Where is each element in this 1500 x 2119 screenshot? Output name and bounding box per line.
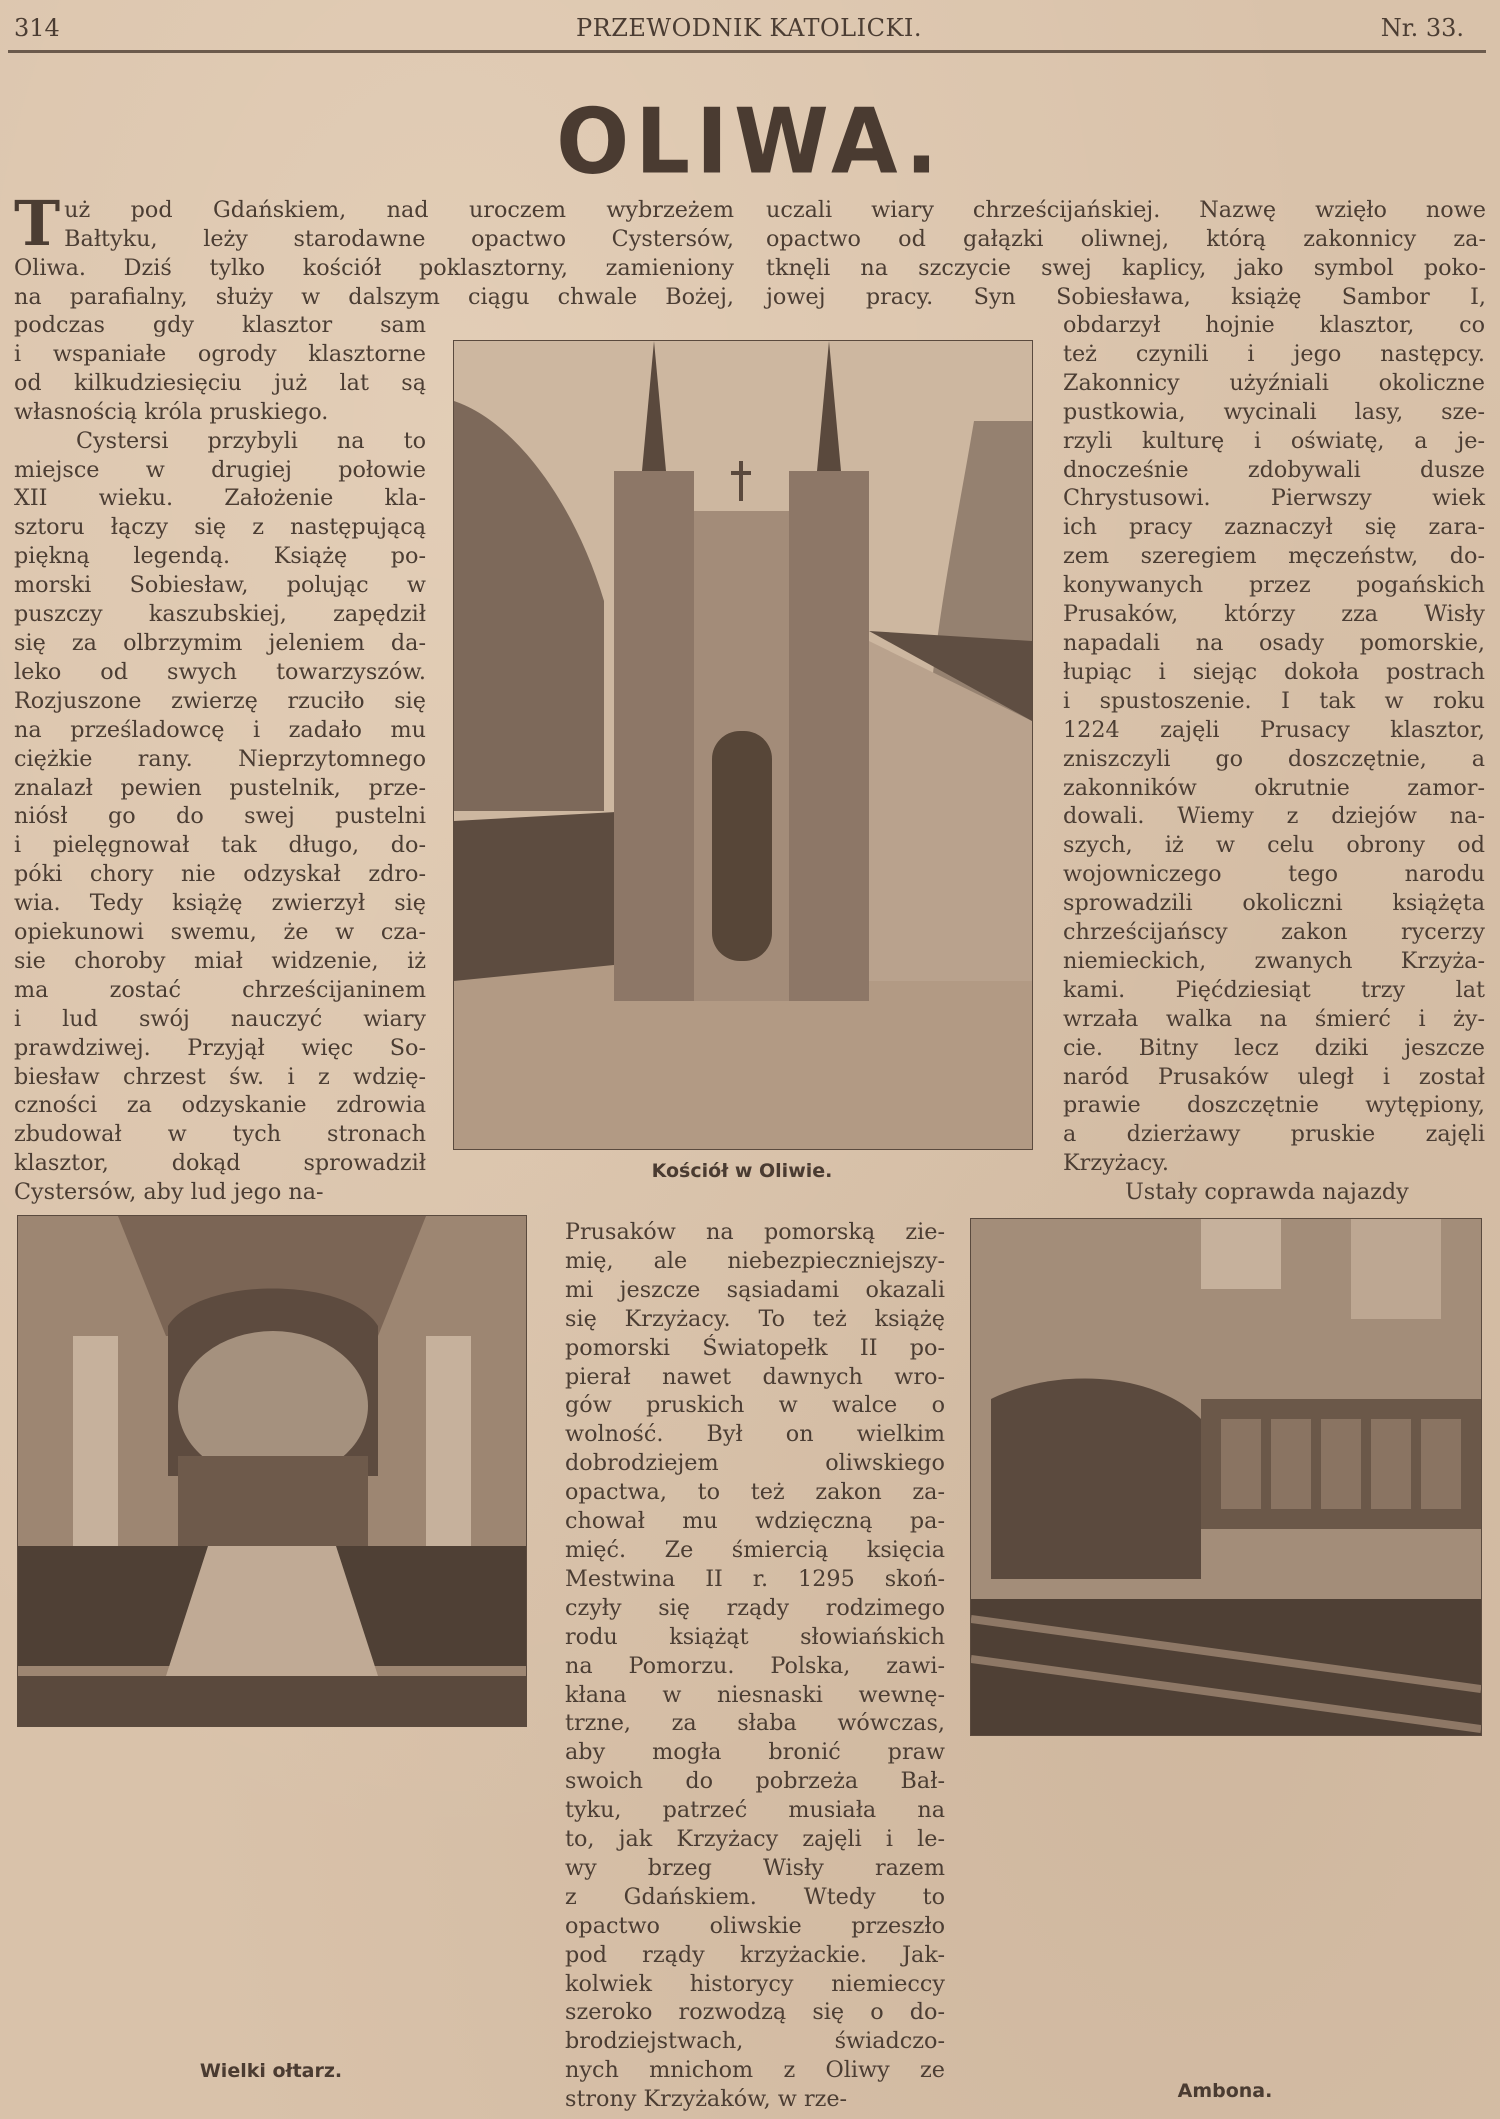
pulpit-illustration — [971, 1219, 1481, 1735]
issue-number: Nr. 33. — [1380, 14, 1464, 42]
text-line: pomorski Światopełk II po- — [565, 1334, 945, 1361]
text-line: szeroko rozwodzą się o do- — [565, 1999, 945, 2026]
text-line: obdarzył hojnie klasztor, co — [1063, 312, 1485, 338]
text-line: cie. Bitny lecz dziki jeszcze — [1063, 1034, 1485, 1061]
article-title: OLIWA. — [556, 89, 944, 195]
text-line: Cystersów, aby lud jego na- — [14, 1179, 324, 1206]
text-line: Mestwina II r. 1295 skoń- — [565, 1565, 945, 1592]
text-line: piękną legendą. Książę po- — [14, 543, 426, 570]
text-line: własnością króla pruskiego. — [14, 398, 329, 425]
text-line: z Gdańskiem. Wtedy to — [565, 1883, 945, 1910]
text-line: uczali wiary chrześcijańskiej. Nazwę wzięło nowe — [766, 197, 1486, 223]
text-line: zniszczyli go doszczętnie, a — [1063, 745, 1485, 772]
text-line: miejsce w drugiej połowie — [14, 456, 426, 483]
altar-caption: Wielki ołtarz. — [199, 2060, 343, 2082]
text-line: mię, ale niebezpieczniejszy- — [565, 1247, 945, 1274]
text-line: napadali na osady pomorskie, — [1063, 629, 1485, 656]
text-line: rzyli kulturę i oświatę, a je- — [1063, 427, 1485, 454]
intro-left — [14, 187, 734, 312]
text-line: biesław chrzest św. i z wdzię- — [14, 1063, 426, 1090]
text-line: gów pruskich w walce o — [565, 1392, 945, 1419]
text-line: opiekunowi swemu, że w cza- — [14, 919, 426, 946]
text-line: też czynili i jego następcy. — [1063, 340, 1485, 367]
text-line: a dzierżawy pruskie zajęli — [1063, 1121, 1485, 1148]
text-line: rodu książąt słowiańskich — [565, 1623, 945, 1650]
drop-cap: T — [14, 187, 61, 260]
text-line: wy brzeg Wisły razem — [565, 1854, 945, 1881]
text-line: niemieckich, zwanych Krzyża- — [1063, 947, 1485, 974]
church-caption: Kościół w Oliwie. — [651, 1160, 833, 1182]
text-line: nych mnichom z Oliwy ze — [565, 2057, 945, 2084]
text-line: tyku, patrzeć musiała na — [565, 1797, 945, 1824]
text-line: swoich do pobrzeża Bał- — [565, 1768, 945, 1795]
text-line: mięć. Ze śmiercią księcia — [565, 1536, 945, 1563]
text-line: chował mu wdzięczną pa- — [565, 1508, 945, 1535]
text-line: się za olbrzymim jeleniem da- — [14, 629, 426, 656]
pulpit-interior-photo — [970, 1218, 1482, 1736]
text-line: pod rządy krzyżackie. Jak- — [565, 1941, 945, 1968]
text-line: na Pomorzu. Polska, zawi- — [565, 1652, 945, 1679]
text-line: Oliwa. Dziś tylko kościół poklasztorny, zamieniony — [14, 254, 734, 281]
text-line: konywanych przez pogańskich — [1063, 572, 1485, 599]
text-line: leko od swych towarzyszów. — [14, 658, 426, 685]
text-line: prawie doszczętnie wytępiony, — [1063, 1092, 1485, 1119]
high-altar-interior-photo — [17, 1215, 527, 1727]
text-line: aby mogła bronić praw — [565, 1739, 945, 1766]
text-line: sztoru łączy się z następującą — [14, 514, 426, 541]
text-line: póki chory nie odzyskał zdro- — [14, 861, 426, 888]
text-line: uż pod Gdańskiem, nad uroczem wybrzeżem — [64, 197, 734, 223]
text-line: Prusaków, którzy zza Wisły — [1063, 601, 1485, 628]
intro-right — [766, 196, 1486, 312]
text-line: i pielęgnował tak długo, do- — [14, 832, 426, 859]
text-line: opactwo od gałązki oliwnej, którą zakonnicy za- — [766, 225, 1486, 252]
text-line: wrzała walka na śmierć i ży- — [1063, 1005, 1485, 1032]
text-line: klasztor, dokąd sprowadził — [14, 1150, 426, 1177]
altar-illustration — [18, 1216, 526, 1726]
pulpit-caption: Ambona. — [1177, 2080, 1273, 2102]
center-column — [565, 1218, 945, 2114]
text-line: chrześcijańscy zakon rycerzy — [1063, 919, 1485, 946]
text-line: pustkowia, wycinali lasy, sze- — [1063, 398, 1485, 425]
text-line: wojowniczego tego narodu — [1063, 861, 1485, 888]
text-line: się Krzyżacy. To też książę — [565, 1305, 945, 1332]
text-line: niósł go do swej pustelni — [14, 803, 426, 830]
header-rule — [8, 50, 1486, 53]
text-line: prawdziwej. Przyjął więc So- — [14, 1034, 426, 1061]
text-line: Bałtyku, leży starodawne opactwo Cystersów, — [64, 225, 734, 252]
text-line: trzne, za słaba wówczas, — [565, 1710, 945, 1737]
church-facade-photo — [453, 340, 1033, 1150]
text-line: Krzyżacy. — [1063, 1150, 1169, 1177]
left-column — [14, 311, 426, 1207]
text-line: opactwo oliwskie przeszło — [565, 1912, 945, 1939]
text-line: mi jeszcze sąsiadami okazali — [565, 1276, 945, 1303]
text-line: jowej pracy. Syn Sobiesława, książę Sambor I, — [766, 283, 1486, 310]
text-line: i spustoszenie. I tak w roku — [1063, 687, 1485, 714]
text-line: Ustały coprawda najazdy — [1125, 1179, 1409, 1206]
text-line: 1224 zajęli Prusacy klasztor, — [1063, 716, 1485, 743]
text-line: ich pracy zaznaczył się zara- — [1063, 514, 1485, 541]
text-line: kami. Pięćdziesiąt trzy lat — [1063, 976, 1485, 1003]
text-line: pierał nawet dawnych wro- — [565, 1363, 945, 1390]
text-line: czyły się rządy rodzimego — [565, 1594, 945, 1621]
text-line: Rozjuszone zwierzę rzuciło się — [14, 687, 426, 714]
text-line: brodziejstwach, świadczo- — [565, 2028, 945, 2055]
text-line: kłana w niesnaski wewnę- — [565, 1681, 945, 1708]
text-line: XII wieku. Założenie kla- — [14, 485, 426, 512]
text-line: dnocześnie zdobywali dusze — [1063, 456, 1485, 483]
text-line: zakonników okrutnie zamor- — [1063, 774, 1485, 801]
text-line: sprowadzili okoliczni książęta — [1063, 890, 1485, 917]
text-line: tknęli na szczycie swej kaplicy, jako symbol poko- — [766, 254, 1486, 281]
text-line: zbudował w tych stronach — [14, 1121, 426, 1148]
text-line: Cystersi przybyli na to — [76, 427, 426, 454]
text-line: morski Sobiesław, polując w — [14, 572, 426, 599]
text-line: to, jak Krzyżacy zajęli i le- — [565, 1826, 945, 1853]
text-line: Chrystusowi. Pierwszy wiek — [1063, 485, 1485, 512]
text-line: łupiąc i siejąc dokoła postrach — [1063, 658, 1485, 685]
right-column — [1063, 311, 1485, 1207]
text-line: puszczy kaszubskiej, zapędził — [14, 601, 426, 628]
church-illustration — [454, 341, 1032, 1149]
text-line: sie choroby miał widzenie, iż — [14, 947, 426, 974]
text-line: szych, iż w celu obrony od — [1063, 832, 1485, 859]
text-line: strony Krzyżaków, w rze- — [565, 2086, 848, 2113]
running-head — [14, 14, 1484, 48]
text-line: Zakonnicy użyźniali okoliczne — [1063, 369, 1485, 396]
text-line: opactwa, to też zakon za- — [565, 1479, 945, 1506]
text-line: ciężkie rany. Nieprzytomnego — [14, 745, 426, 772]
text-line: podczas gdy klasztor sam — [14, 312, 426, 338]
page-number: 314 — [14, 14, 60, 42]
text-line: czności za odzyskanie zdrowia — [14, 1092, 426, 1119]
text-line: na parafialny, służy w dalszym ciągu chwale Bożej, — [14, 283, 734, 310]
text-line: Prusaków na pomorską zie- — [565, 1219, 945, 1245]
text-line: od kilkudziesięciu już lat są — [14, 369, 426, 396]
text-line: wia. Tedy książę zwierzył się — [14, 890, 426, 917]
text-line: wolność. Był on wielkim — [565, 1421, 945, 1448]
text-line: zem szeregiem męczeństw, do- — [1063, 543, 1485, 570]
text-line: na prześladowcę i zadało mu — [14, 716, 426, 743]
text-line: znalazł pewien pustelnik, prze- — [14, 774, 426, 801]
text-line: dowali. Wiemy z dziejów na- — [1063, 803, 1485, 830]
text-line: i lud swój nauczyć wiary — [14, 1005, 426, 1032]
text-line: dobrodziejem oliwskiego — [565, 1450, 945, 1477]
text-line: i wspaniałe ogrody klasztorne — [14, 340, 426, 367]
text-line: naród Prusaków uległ i został — [1063, 1063, 1485, 1090]
text-line: kolwiek historycy niemieccy — [565, 1970, 945, 1997]
text-line: ma zostać chrześcijaninem — [14, 976, 426, 1003]
publication-title: PRZEWODNIK KATOLICKI. — [575, 14, 923, 42]
